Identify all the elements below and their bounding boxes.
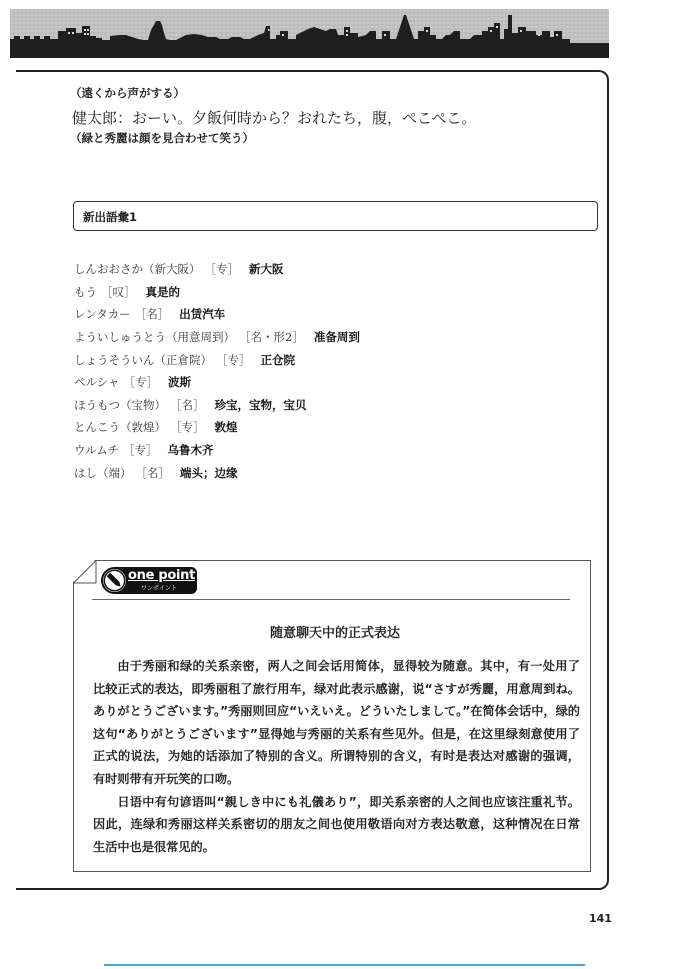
vocab-kanji: （用意周到） xyxy=(166,330,235,345)
one-point-logo-text: one point xyxy=(128,568,195,583)
stage-direction-2: （緑と秀麗は顔を見合わせて笑う） xyxy=(70,131,254,145)
stage-direction-1: （遠くから声がする） xyxy=(70,86,185,100)
divider xyxy=(92,599,570,600)
vocab-kana: はし xyxy=(74,465,97,480)
page-fold-icon xyxy=(73,560,97,584)
one-point-heading: 随意聊天中的正式表达 xyxy=(269,626,400,641)
vocab-pos: ［专］ xyxy=(170,420,205,435)
vocab-item xyxy=(74,394,360,417)
vocab-kana: ペルシャ xyxy=(74,375,120,390)
vocab-kana: しんおおさか xyxy=(74,262,143,277)
vocab-item xyxy=(74,439,360,462)
vocab-kana: とんこう xyxy=(74,420,120,435)
vocab-item xyxy=(74,326,360,349)
vocab-kana: ほうもつ xyxy=(74,397,120,412)
vocab-kanji: （敦煌） xyxy=(120,420,166,435)
one-point-body xyxy=(93,655,580,858)
vocab-kana: もう xyxy=(74,284,97,299)
skyline-icon xyxy=(10,9,609,58)
vocab-item xyxy=(74,348,360,371)
vocabulary-list xyxy=(74,258,360,484)
vocab-meaning: 端头；边缘 xyxy=(180,465,238,480)
vocab-item xyxy=(74,281,360,304)
vocabulary-title: 新出語彙1 xyxy=(83,210,138,224)
vocab-kana: ウルムチ xyxy=(74,443,119,458)
vocab-pos: ［叹］ xyxy=(101,284,136,299)
pencil-icon xyxy=(103,569,126,592)
vocabulary-title-box xyxy=(73,201,598,231)
vocab-meaning: 敦煌 xyxy=(214,420,238,435)
vocab-pos: ［专］ xyxy=(204,262,239,277)
vocab-pos: ［专］ xyxy=(122,443,158,458)
vocab-item xyxy=(74,371,360,394)
vocab-kana: よういしゅうとう xyxy=(74,330,166,345)
vocab-kana: レンタカー xyxy=(74,307,131,322)
vocab-item xyxy=(74,416,360,439)
vocab-meaning: 乌鲁木齐 xyxy=(167,443,214,458)
vocab-meaning: 正仓院 xyxy=(260,352,295,367)
vocab-pos: ［名］ xyxy=(135,465,170,480)
vocab-meaning: 出赁汽车 xyxy=(179,307,226,322)
vocab-meaning: 波斯 xyxy=(167,375,191,390)
vocab-meaning: 真是的 xyxy=(145,284,180,299)
page-number: 141 xyxy=(589,912,612,925)
paragraph: 日语中有句谚语叫“親しき中にも礼儀あり”，即关系亲密的人之间也应该注重礼节。因此，连绿和秀丽这样关系密切的朋友之间也使用敬语向对方表达敬意，这种情况在日常生活中也是很常见的。 xyxy=(93,794,580,854)
vocab-pos: ［名］ xyxy=(170,397,205,412)
accent-line xyxy=(104,964,585,966)
one-point-logo xyxy=(101,567,197,594)
vocab-kanji: （端） xyxy=(97,465,132,480)
vocab-meaning: 准备周到 xyxy=(313,330,360,345)
vocab-meaning: 珍宝，宝物，宝贝 xyxy=(214,397,307,412)
vocab-kanji: （宝物） xyxy=(120,397,166,412)
city-skyline-banner xyxy=(10,9,609,58)
vocab-pos: ［名・形2］ xyxy=(239,330,304,345)
vocab-meaning: 新大阪 xyxy=(249,262,284,277)
paragraph: 由于秀丽和绿的关系亲密，两人之间会话用简体，显得较为随意。其中，有一处用了比较正式的表达，即秀丽租了旅行用车，绿对此表示感谢，说“さすが秀麗，用意周到ね。ありがとうございます。”秀丽则回应“いえいえ。どういたしまして。”在简体会话中，绿的这句“ありがとうございます”显得她与秀丽的关系有些见外。但是，在这里绿刻意使用了正式的说法，为她的话添加了特别的含义。所谓特别的含义，有时是表达对感谢的强调，有时则带有开玩笑的口吻。 xyxy=(93,659,580,786)
vocab-item xyxy=(74,258,360,281)
dialogue-line: 健太郎：おーい。夕飯何時から？おれたち，腹，ぺこぺこ。 xyxy=(72,109,477,127)
vocab-pos: ［专］ xyxy=(123,375,158,390)
vocab-kanji: （正倉院） xyxy=(154,352,212,367)
vocab-pos: ［名］ xyxy=(134,307,170,322)
vocab-kanji: （新大阪） xyxy=(143,262,201,277)
one-point-logo-subtext: ワンポイント xyxy=(141,585,178,592)
vocab-item xyxy=(74,303,360,326)
vocab-item xyxy=(74,461,360,484)
vocab-kana: しょうそういん xyxy=(74,352,155,367)
vocab-pos: ［专］ xyxy=(216,352,251,367)
